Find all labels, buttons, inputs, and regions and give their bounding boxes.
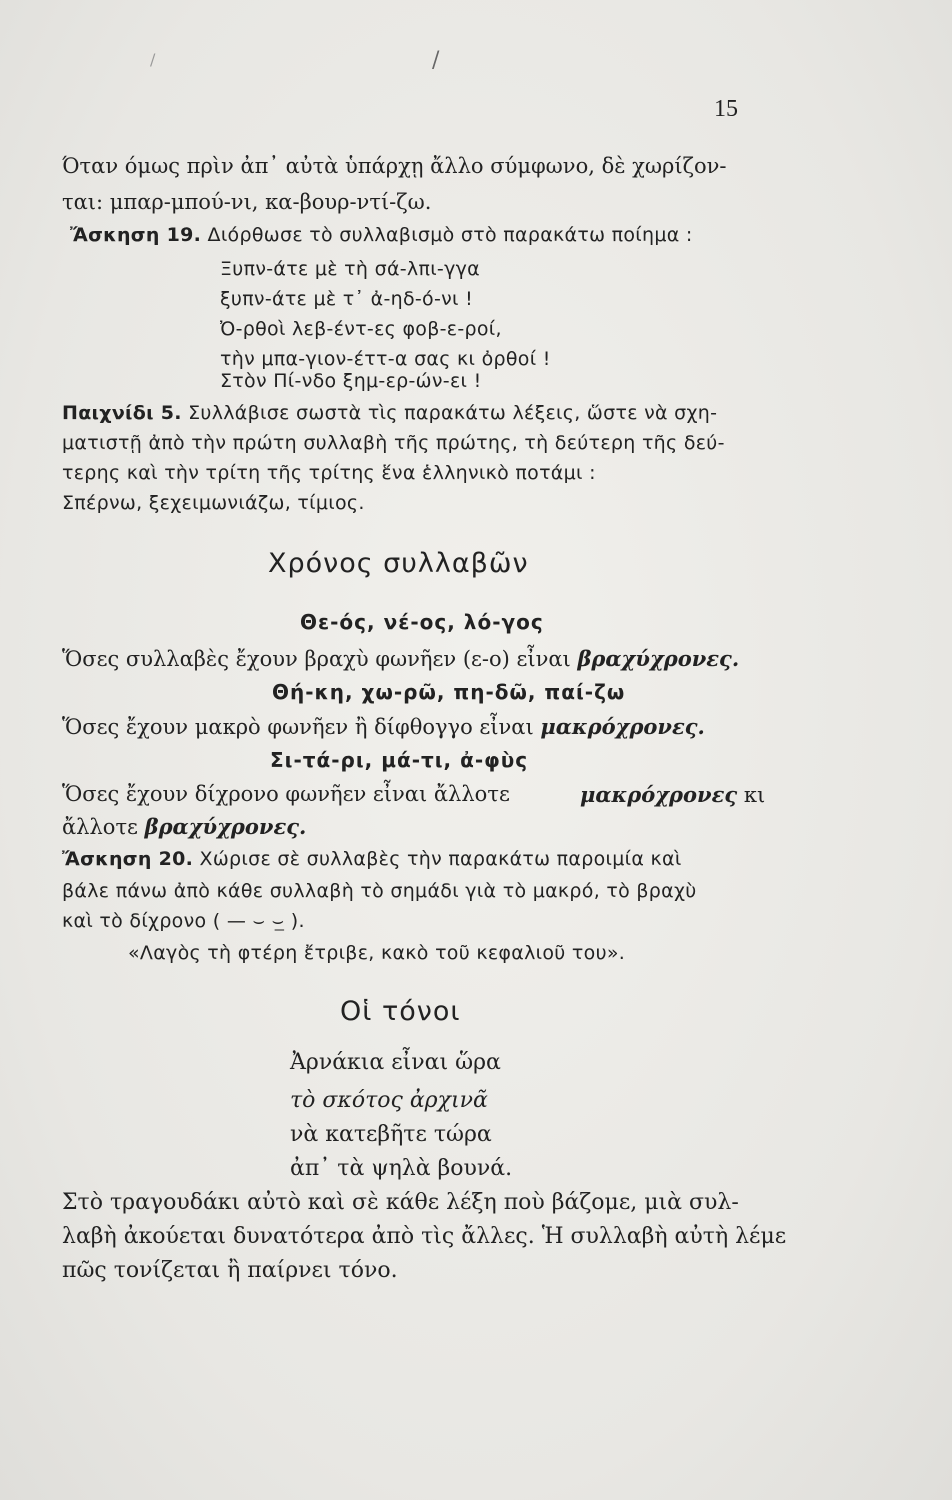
term: μακρόχρονες. (540, 714, 705, 739)
rule-text: Ὅσες ἔχουν μακρὸ φωνῆεν ἢ δίφθογγο εἶναι (62, 715, 534, 739)
exercise-text: Διόρθωσε τὸ συλλαβισμὸ στὸ παρακάτω ποίημα : (207, 224, 693, 246)
exercise-19 (70, 224, 693, 246)
page-number: 15 (714, 96, 738, 122)
term: μακρόχρονες (580, 782, 738, 807)
exercise-line: βάλε πάνω ἀπὸ κάθε συλλαβὴ τὸ σημάδι γιὰ τὸ μακρό, τὸ βραχὺ (62, 880, 697, 902)
rule-line (62, 714, 705, 739)
paragraph-line: Στὸ τραγουδάκι αὐτὸ καὶ σὲ κάθε λέξη ποὺ βάζομε, μιὰ συλ- (62, 1190, 739, 1215)
rule-text: κι (743, 783, 766, 807)
verse-line: Ἀρνάκια εἶναι ὥρα (290, 1050, 501, 1075)
rule-line (62, 814, 306, 839)
poem-line: Στὸν Πί-νδο ξημ-ερ-ών-ει ! (220, 370, 482, 392)
exercise-line: καὶ τὸ δίχρονο ( — ⌣ ⌣̲ ). (62, 910, 305, 932)
game-line: τερης καὶ τὴν τρίτη τῆς τρίτης ἕνα ἑλληνικὸ ποτάμι : (62, 462, 596, 484)
paragraph-line: πῶς τονίζεται ἢ παίρνει τόνο. (62, 1258, 398, 1283)
poem-line: Ξυπν-άτε μὲ τὴ σά-λπι-γγα (220, 258, 481, 280)
rule-line (62, 782, 510, 806)
game-line: Σπέρνω, ξεχειμωνιάζω, τίμιος. (62, 492, 365, 514)
poem-line: ξυπν-άτε μὲ τ᾽ ἀ-ηδ-ό-νι ! (220, 288, 474, 310)
rule-text: ἄλλοτε (62, 815, 138, 839)
poem-line: Ὀ-ρθοὶ λεβ-έντ-ες φοβ-ε-ροί, (220, 318, 502, 340)
pen-mark: / (150, 50, 156, 69)
exercise-text: Χώρισε σὲ συλλαβὲς τὴν παρακάτω παροιμία καὶ (199, 848, 682, 870)
poem-line: τὴν μπα-γιον-έττ-α σας κι ὀρθοί ! (220, 348, 551, 370)
syllable-example: Θή-κη, χω-ρῶ, πη-δῶ, παί-ζω (272, 680, 626, 704)
rule-text: Ὅσες ἔχουν δίχρονο φωνῆεν εἶναι ἄλλοτε (62, 782, 510, 806)
syllable-example: Θε-ός, νέ-ος, λό-γος (300, 610, 544, 634)
syllable-example: Σι-τά-ρι, μά-τι, ἀ-φὺς (270, 748, 529, 772)
rule-line (62, 646, 739, 671)
section-heading: Χρόνος συλλαβῶν (268, 548, 529, 579)
intro-line: ται: μπαρ-μπού-νι, κα-βουρ-ντί-ζω. (62, 190, 432, 214)
game-text: Συλλάβισε σωστὰ τὶς παρακάτω λέξεις, ὥστε νὰ σχη- (188, 402, 718, 424)
term: βραχύχρονες. (577, 646, 740, 671)
exercise-label: Ἄσκηση 20. (62, 848, 194, 870)
paragraph-line: λαβὴ ἀκούεται δυνατότερα ἀπὸ τὶς ἄλλες. Ἡ συλλαβὴ αὐτὴ λέμε (62, 1224, 787, 1249)
game-5 (62, 402, 717, 424)
verse-line: ἀπ᾽ τὰ ψηλὰ βουνά. (290, 1156, 513, 1181)
exercise-label: Ἄσκηση 19. (70, 224, 202, 246)
intro-line: Όταν όμως πρὶν ἀπ᾽ αὐτὰ ὑπάρχῃ ἄλλο σύμφωνο, δὲ χωρίζον- (62, 154, 727, 178)
rule-term-line (580, 782, 765, 807)
verse-line: νὰ κατεβῆτε τώρα (290, 1122, 492, 1147)
term: βραχύχρονες. (144, 814, 307, 839)
section-heading: Οἱ τόνοι (340, 996, 461, 1027)
proverb: «Λαγὸς τὴ φτέρη ἔτριβε, κακὸ τοῦ κεφαλιοῦ του». (128, 942, 626, 964)
game-label: Παιχνίδι 5. (62, 402, 182, 424)
pen-mark: / (432, 48, 440, 73)
exercise-20 (62, 848, 682, 870)
verse-line: τὸ σκότος ἀρχινᾶ (290, 1088, 488, 1113)
game-line: ματιστῇ ἀπὸ τὴν πρώτη συλλαβὴ τῆς πρώτης, τὴ δεύτερη τῆς δεύ- (62, 432, 725, 454)
rule-text: Ὅσες συλλαβὲς ἔχουν βραχὺ φωνῆεν (ε-ο) εἶναι (62, 647, 571, 671)
